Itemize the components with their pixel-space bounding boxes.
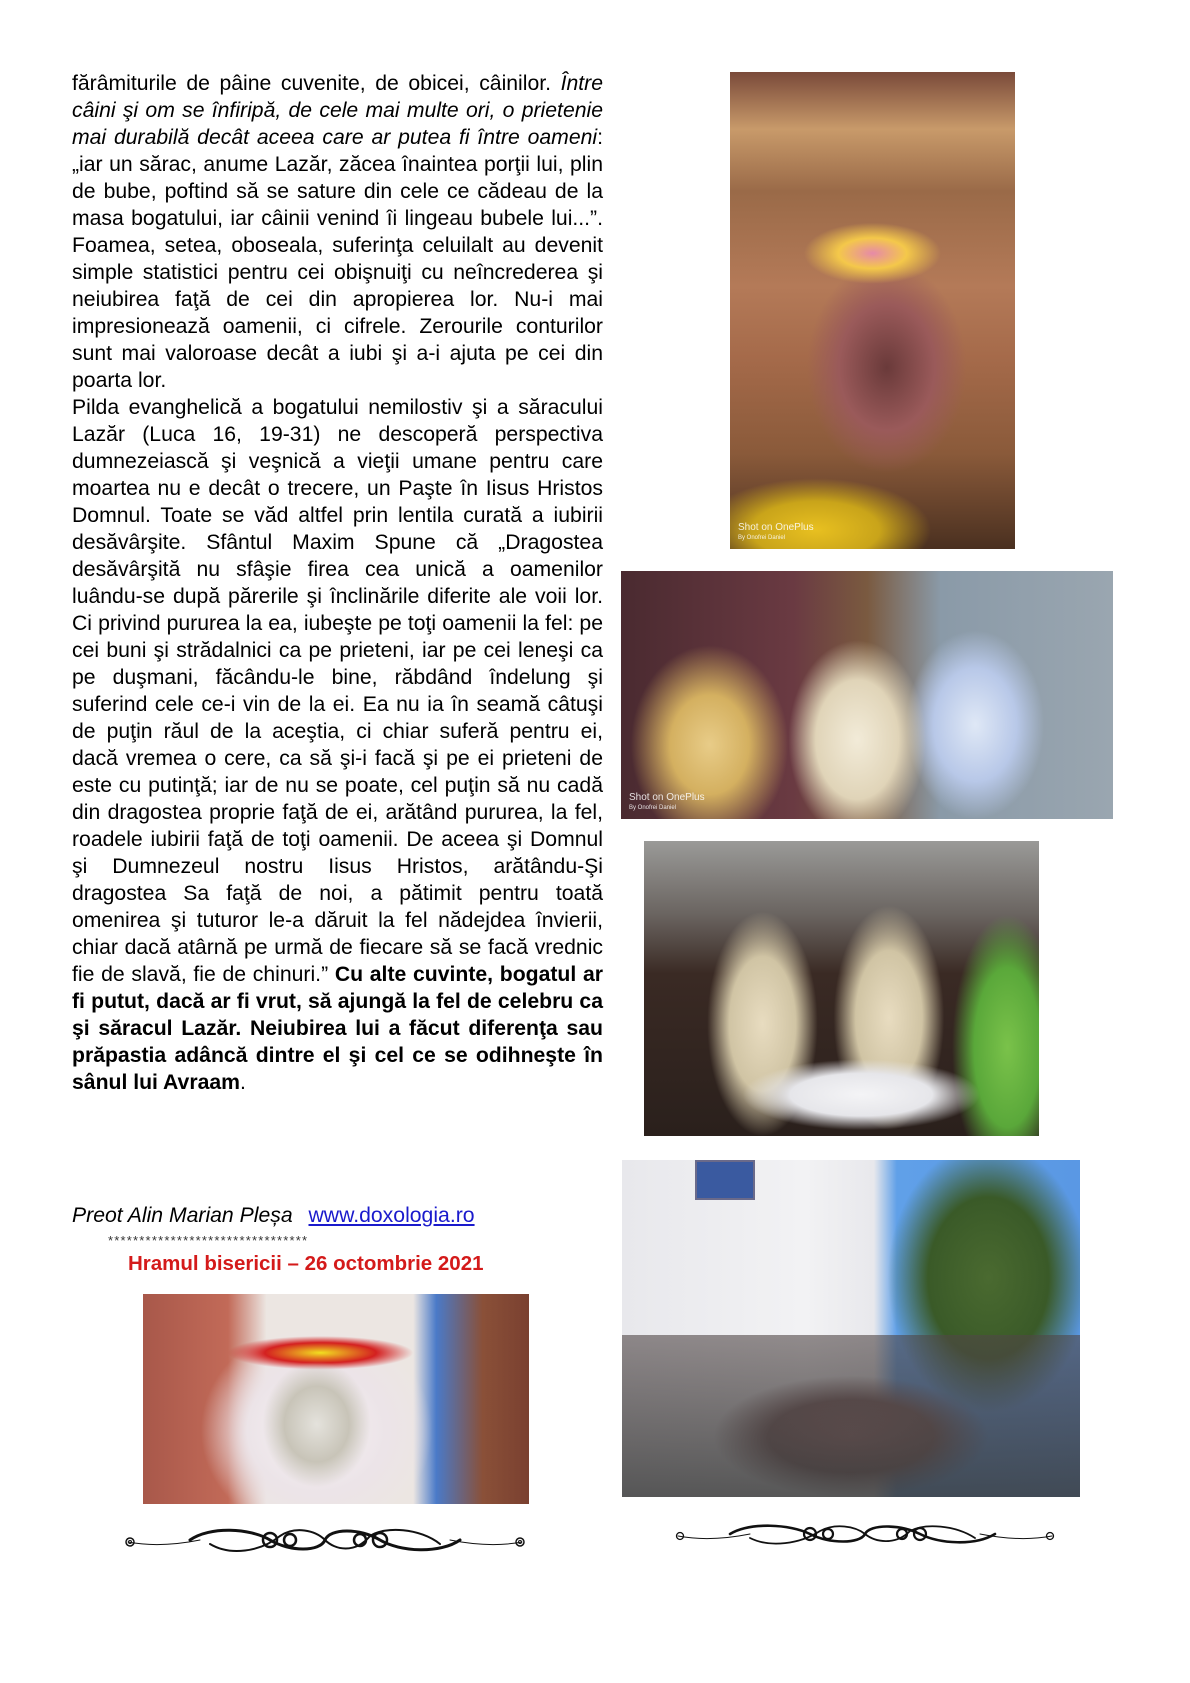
text-segment: : „iar un sărac, anume Lazăr, zăcea înaintea porţii lui, plin de bube, poftind să se sature din cele ce cădeau de la masa bogatului, iar câinii venind îi lingeau bubele lui...”. Foamea, setea, oboseala, suferinţa celuilalt au devenit simple statistici pentru cei obişnuiţi cu neîncrederea şi neiubirea faţă de cei din apropierea lor. Nu-i mai impresionează oamenii, ci cifrele. Zerourile conturilor sunt mai valoroase decât a iubi şi a-i ajuta pe cei din poarta lor. (72, 126, 603, 392)
photo-service (644, 841, 1039, 1136)
separator: ******************************** (108, 1233, 309, 1248)
author-name: Preot Alin Marian Pleșa (72, 1204, 293, 1227)
photo-priests-altar (621, 571, 1113, 819)
text-segment-italic: Între câini şi om se înfiripă, de cele mai multe ori, o prietenie mai durabilă decât aceea care ar putea fi între oameni (72, 72, 603, 149)
photo-watermark: Shot on OnePlus By Onofrei Daniel (629, 792, 705, 811)
text-segment-bold: Cu alte cuvinte, bogatul ar fi putut, dacă ar fi vrut, să ajungă la fel de celebru ca şi săracul Lazăr. Neiubirea lui a făcut diferenţa sau prăpastia adâncă dintre el şi cel ce se odihneşte în sânul lui Avraam (72, 963, 603, 1094)
paragraph-2 (72, 394, 603, 1096)
source-link[interactable]: www.doxologia.ro (308, 1204, 475, 1227)
article-body (72, 70, 603, 1096)
ornament-divider-right (670, 1520, 1060, 1550)
text-segment: Pilda evanghelică a bogatului nemilostiv şi a săracului Lazăr (Luca 16, 19-31) ne descoperă perspectiva dumnezeiască şi veşnică a vieţii umane pentru care moartea nu e decât o trecere, un Paşte în Iisus Hristos Domnul. Toate se văd altfel prin lentila curată a iubirii desăvârşite. Sfântul Maxim Spune că „Dragostea desăvârşită nu sfâşie firea cea unică a oamenilor luându-se după părerile şi înclinările diferite ale voii lor. Ci privind pururea la ea, iubeşte pe toţi oamenii la fel: pe cei buni şi strădalnici ca pe prieteni, iar pe cei leneşi ca pe duşmani, făcându-le bine, răbdând îndelung şi suferind cele ce-i vin de la ei. Ea nu ia în seamă câtuşi de puţin răul de la aceştia, ci chiar suferă pentru ei, dacă vremea o cere, ca să şi-i facă şi pe ei prieteni de este cu putinţă; iar de nu se poate, cel puţin să nu cadă din dragostea proprie faţă de ei, arătând pururea, la fel, roadele iubirii faţă de toţi oamenii. De aceea şi Domnul şi Dumnezeul nostru Iisus Hristos, arătându-Şi dragostea Sa faţă de noi, a pătimit pentru toată omenirea şi tuturor le-a dăruit la fel nădejdea învierii, chiar dacă atârnă pe urmă de fiecare să se facă vrednic fie de slavă, fie de chinuri.” (72, 396, 603, 986)
text-segment: fărâmiturile de pâine cuvenite, de obicei, câinilor. (72, 72, 561, 95)
event-heading: Hramul bisericii – 26 octombrie 2021 (128, 1252, 484, 1275)
photo-watermark: Shot on OnePlus By Onofrei Daniel (738, 522, 814, 541)
photo-iconostasis (730, 72, 1015, 549)
signature-line (72, 1202, 475, 1229)
ornament-divider-left (120, 1522, 530, 1558)
paragraph-1 (72, 70, 603, 394)
text-segment: . (240, 1071, 246, 1094)
photo-icon-flowers (143, 1294, 529, 1504)
photo-outdoor-gathering (622, 1160, 1080, 1497)
church-window (695, 1160, 755, 1200)
